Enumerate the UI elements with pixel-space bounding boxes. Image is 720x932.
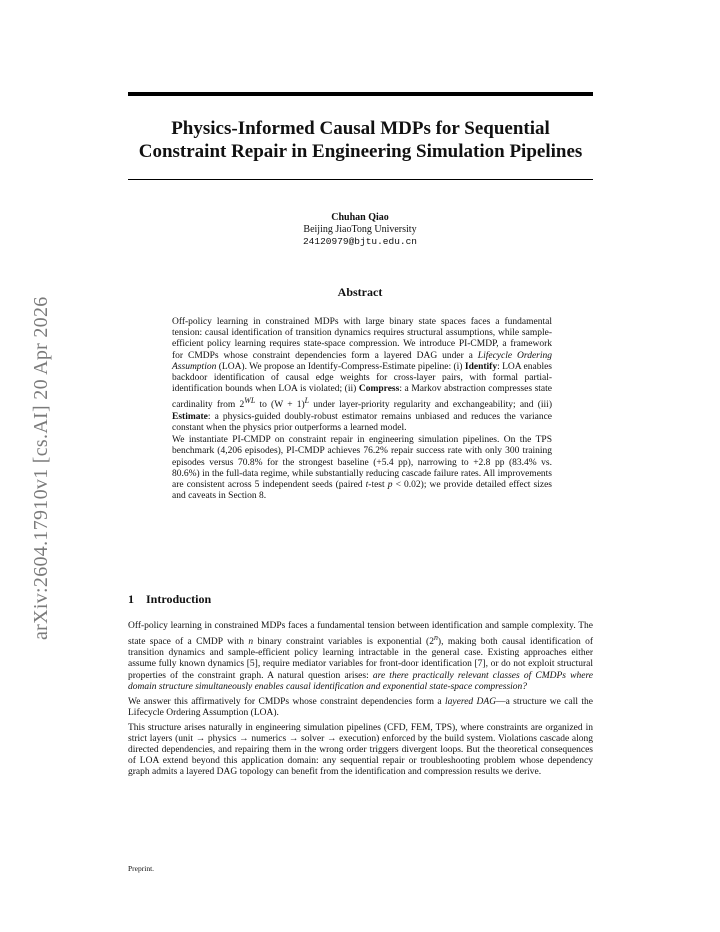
abstract-paragraph-2 [172, 435, 552, 502]
body-text-italic: layered DAG [445, 696, 497, 707]
abstract-text-bold: Estimate [172, 411, 208, 422]
abstract-text-italic: Lifecycle Ordering Assumption [172, 350, 553, 372]
body-text-italic: n [248, 637, 254, 648]
arxiv-identifier: arXiv:2604.17910v1 [cs.AI] 20 Apr 2026 [30, 296, 52, 640]
abstract-text: -test [368, 480, 388, 490]
author-block [200, 212, 520, 248]
abstract-text-bold: Identify [464, 361, 498, 372]
body-text-italic: are there practically relevant classes of CMDPs where domain structure simultaneously enables causal identification and exponential state-space compression? [128, 670, 593, 692]
abstract-text: to (W + 1) [255, 400, 305, 411]
abstract-text-italic: p [387, 480, 393, 490]
abstract-text-bold: Compress [358, 384, 400, 395]
footer-note: Preprint. [128, 864, 155, 873]
intro-paragraph-3: This structure arises naturally in engineering simulation pipelines (CFD, FEM, TPS), where constraints are organized in strict layers (unit → physics → numerics → solver → execution) enforced by the build system. Violations cascade along directed dependencies, and repairing them in the wrong order triggers divergent loops. But the theoretical consequences of LOA extend beyond this application domain: any sequential repair or troubleshooting problem whose dependency graph admits a layered DAG topology can benefit from the identification and compression results we derive. [128, 722, 593, 778]
title-line-1: Physics-Informed Causal MDPs for Sequential [171, 118, 550, 139]
author-email: 24120979@bjtu.edu.cn [302, 236, 418, 247]
intro-paragraph-1 [128, 621, 593, 693]
abstract-text: We instantiate PI-CMDP on constraint repair in engineering simulation pipelines. On the TPS benchmark (4,206 episodes), PI-CMDP achieves 76.2% repair success rate with only 300 training episodes versus 70.8% for the strongest baseline (+5.4 pp), narrowing to +2.8 pp (83.4% vs. 80.6%) in the full-data regime, while substantially reducing cascade failure rates. All improvements are consistent across 5 independent seeds (paired [172, 435, 552, 490]
abstract-text: : a Markov abstraction compresses state cardinality from 2 [172, 384, 552, 411]
abstract-text: under layer-priority regularity and exchangeability; and (iii) [309, 400, 552, 411]
abstract-heading: Abstract [337, 285, 383, 299]
abstract-superscript: WL [244, 396, 256, 406]
paper-title [120, 117, 601, 163]
body-text: binary constraint variables is exponential (2 [253, 637, 434, 648]
section-title: Introduction [146, 592, 212, 606]
abstract-text: < 0.02); we provide detailed effect sizes and caveats in Section 8. [172, 480, 552, 502]
section-heading-introduction [128, 592, 211, 607]
section-number: 1 [128, 592, 134, 606]
abstract-text: : a physics-guided doubly-robust estimator remains unbiased and reduces the variance constant when the physics prior outperforms a learned model. [172, 411, 552, 433]
abstract-body [172, 317, 552, 503]
body-text: ), making both causal identification of transition dynamics and sample-efficient policy learning intractable in the general case. Existing approaches either assume fully known dynamics [5], require mediator variables for front-door identification [7], or do not exploit structural properties of the constraint graph. A natural question arises: [128, 637, 593, 681]
author-affiliation: Beijing JiaoTong University [303, 224, 417, 235]
abstract-text-italic: t [365, 480, 369, 490]
intro-paragraph-2 [128, 697, 593, 719]
abstract-paragraph-1 [172, 317, 552, 434]
body-text: Off-policy learning in constrained MDPs faces a fundamental tension between identification and sample complexity. The state space of a CMDP with [128, 621, 593, 648]
introduction-body [128, 621, 593, 782]
title-line-2: Constraint Repair in Engineering Simulation Pipelines [138, 141, 583, 162]
abstract-text: (LOA). We propose an Identify-Compress-Estimate pipeline: (i) [216, 361, 465, 372]
title-top-rule [128, 92, 593, 96]
abstract-text: : LOA enables backdoor identification of causal edge weights for cross-layer pairs, with formal partial-identification bounds when LOA is violated; (ii) [172, 361, 552, 395]
body-superscript: n [433, 633, 438, 643]
author-name: Chuhan Qiao [331, 212, 389, 223]
abstract-superscript: L [304, 396, 310, 406]
body-text: We answer this affirmatively for CMDPs whose constraint dependencies form a [128, 696, 446, 707]
title-bottom-rule [128, 179, 593, 180]
body-text: —a structure we call the Lifecycle Ordering Assumption (LOA). [128, 696, 593, 718]
abstract-text: Off-policy learning in constrained MDPs with large binary state spaces faces a fundamental tension: causal identification of transition dynamics requires structural assumptions, while sample-efficient policy learning requires state-space compression. We introduce PI-CMDP, a framework for CMDPs whose constraint dependencies form a layered DAG under a [172, 317, 552, 361]
